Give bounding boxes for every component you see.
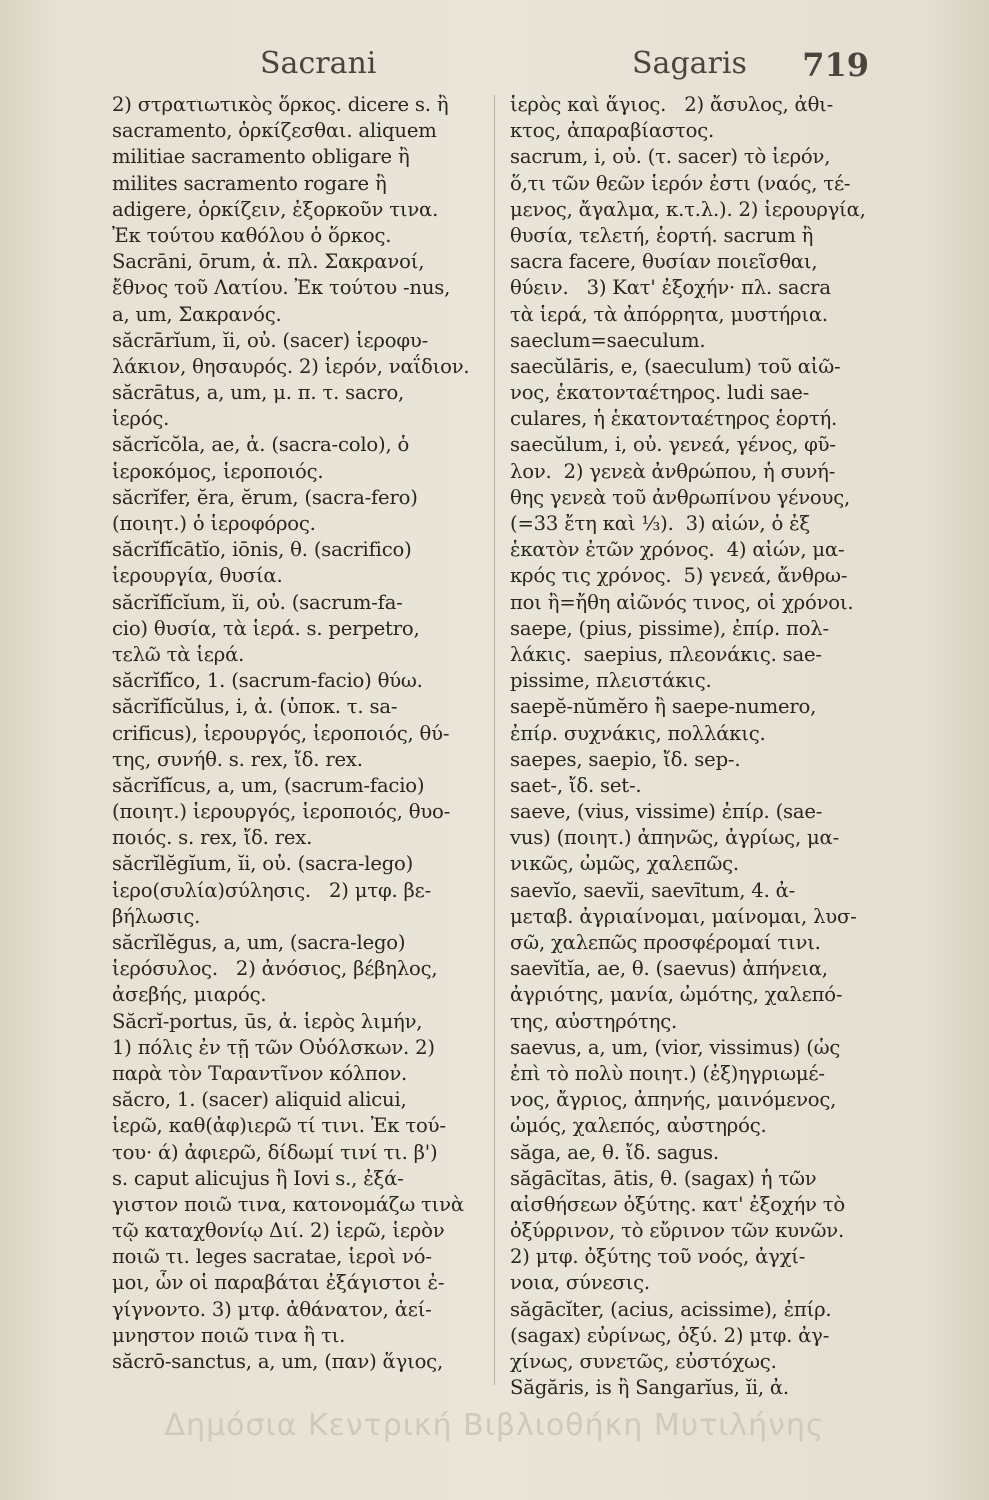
entry-line: Sacrāni, ōrum, ἀ. πλ. Σακρανοί, <box>112 250 425 274</box>
entry-line: κτος, ἀπαραβίαστος. <box>510 119 715 143</box>
entry-line: săcrĭcŏla, ae, ἀ. (sacra-colo), ὁ <box>112 433 410 457</box>
entry-line: s. caput alicujus ἢ Iovi s., ἐξά- <box>112 1166 404 1190</box>
entry-line: ὠμός, χαλεπός, αὐστηρός. <box>510 1114 767 1138</box>
entry-line: săcro, 1. (sacer) aliquid alicui, <box>112 1088 407 1112</box>
entry-line: sacrum, i, οὐ. (τ. sacer) τὸ ἱερόν, <box>510 145 831 169</box>
entry-line: săga, ae, θ. ἴδ. sagus. <box>510 1140 719 1164</box>
entry-line: milites sacramento rogare ἢ <box>112 171 387 195</box>
entry-line: ποιός. s. rex, ἴδ. rex. <box>112 826 313 850</box>
entry-line: Săcrĭ-portus, ūs, ἀ. ἱερὸς λιμήν, <box>112 1009 423 1033</box>
entry-line: vus) (ποιητ.) ἀπηνῶς, ἀγρίως, μα- <box>510 826 840 850</box>
entry-line: ἱερουργία, θυσία. <box>112 564 283 588</box>
entry-line: της, συνήθ. s. rex, ἴδ. rex. <box>112 747 363 771</box>
entry-line: săcrĭlĕgĭum, ĭi, οὐ. (sacra-lego) <box>112 852 414 876</box>
entry-line: crificus), ἱερουργός, ἱεροποιός, θύ- <box>112 721 450 745</box>
entry-line: βήλωσις. <box>112 904 201 928</box>
entry-line: μεταβ. ἀγριαίνομαι, μαίνομαι, λυσ- <box>510 904 857 928</box>
left-column <box>112 92 487 1375</box>
entry-line: a, um, Σακρανός. <box>112 302 282 326</box>
entry-line: τελῶ τὰ ἱερά. <box>112 642 245 666</box>
entry-line: saevus, a, um, (vior, vissimus) (ὡς <box>510 1035 841 1059</box>
entry-line: săcrĭfĭco, 1. (sacrum-facio) θύω. <box>112 669 423 693</box>
entry-line: ἱερο(συλία)σύλησις. 2) μτφ. βε- <box>112 878 432 902</box>
entry-line: săgācĭtas, ātis, θ. (sagax) ἡ τῶν <box>510 1166 817 1190</box>
entry-line: λάκιον, θησαυρός. 2) ἱερόν, ναΐδιον. <box>112 354 470 378</box>
entry-line: νοια, σύνεσις. <box>510 1271 650 1295</box>
entry-line: săcrō-sanctus, a, um, (παν) ἅγιος, <box>112 1350 443 1373</box>
entry-line: săcrĭfer, ĕra, ĕrum, (sacra-fero) <box>112 485 418 509</box>
entry-line: ἀσεβής, μιαρός. <box>112 983 267 1007</box>
entry-line: săcrĭlĕgus, a, um, (sacra-lego) <box>112 931 406 954</box>
entry-line: ποιῶ τι. leges sacratae, ἱεροὶ νό- <box>112 1245 432 1269</box>
entry-line: μενος, ἄγαλμα, κ.τ.λ.). 2) ἱερουργία, <box>510 197 866 221</box>
entry-line: του· ά) ἀφιερῶ, δίδωμί τινί τι. β') <box>112 1140 438 1164</box>
entry-line: militiae sacramento obligare ἢ <box>112 145 410 169</box>
entry-line: săcrārĭum, ĭi, οὐ. (sacer) ἱεροφυ- <box>112 328 428 352</box>
entry-line: γιστον ποιῶ τινα, κατονομάζω τινὰ <box>112 1192 464 1216</box>
entry-line: sacra facere, θυσίαν ποιεῖσθαι, <box>510 250 818 274</box>
entry-line: (=33 ἔτη καὶ ⅓). 3) αἰών, ὁ ἐξ <box>510 512 810 535</box>
entry-line: săcrĭfĭcĭum, ĭi, οὐ. (sacrum-fa- <box>112 590 403 614</box>
entry-line: ἱερὸς καὶ ἅγιος. 2) ἄσυλος, ἀθι- <box>510 93 834 116</box>
entry-line: saevĭtĭa, ae, θ. (saevus) ἀπήνεια, <box>510 957 828 981</box>
entry-line: παρὰ τὸν Ταραντῖνον κόλπον. <box>112 1061 408 1085</box>
entry-line: τῷ καταχθονίῳ Διί. 2) ἱερῶ, ἱερὸν <box>112 1219 445 1243</box>
entry-line: (ποιητ.) ὁ ἱεροφόρος. <box>112 512 316 535</box>
entry-line: adigere, ὁρκίζειν, ἐξορκοῦν τινα. <box>112 197 439 221</box>
entry-line: λον. 2) γενεὰ ἀνθρώπου, ἡ συνή- <box>510 459 836 483</box>
entry-line: χίνως, συνετῶς, εὐστόχως. <box>510 1350 777 1373</box>
entry-line: κρός τις χρόνος. 5) γενεά, ἄνθρω- <box>510 564 848 588</box>
entry-line: μοι, ὧν οἱ παραβάται ἐξάγιστοι ἐ- <box>112 1271 445 1295</box>
entry-line: 2) μτφ. ὀξύτης τοῦ νοός, ἀγχί- <box>510 1245 806 1269</box>
entry-line: saecŭlum, i, οὐ. γενεά, γένος, φῦ- <box>510 433 836 457</box>
entry-line: ἔθνος τοῦ Λατίου. Ἐκ τούτου -nus, <box>112 276 451 300</box>
entry-line: saet-, ἴδ. set-. <box>510 773 642 797</box>
entry-line: saepe, (pius, pissime), ἐπίρ. πολ- <box>510 616 829 640</box>
entry-line: ὀξύρρινον, τὸ εὔρινον τῶν κυνῶν. <box>510 1219 845 1243</box>
entry-line: ἑκατὸν ἐτῶν χρόνος. 4) αἰών, μα- <box>510 538 845 562</box>
entry-line: pissime, πλειστάκις. <box>510 669 712 693</box>
column-divider <box>494 95 495 1385</box>
entry-line: θύειν. 3) Κατ' ἐξοχήν· πλ. sacra <box>510 276 831 300</box>
entry-line: θης γενεὰ τοῦ ἀνθρωπίνου γένους, <box>510 485 851 509</box>
entry-line: saevĭo, saevĭi, saevītum, 4. ἀ- <box>510 878 796 902</box>
entry-line: ἀγριότης, μανία, ὠμότης, χαλεπό- <box>510 983 843 1007</box>
entry-line: saecŭlāris, e, (saeculum) τοῦ αἰῶ- <box>510 354 841 378</box>
entry-line: Săgăris, is ἢ Sangarĭus, ĭi, ἀ. <box>510 1376 789 1400</box>
entry-line: γίγνοντο. 3) μτφ. ἀθάνατον, ἀεί- <box>112 1297 432 1321</box>
entry-line: νικῶς, ὠμῶς, χαλεπῶς. <box>510 852 739 876</box>
entry-line: săgācĭter, (acius, acissime), ἐπίρ. <box>510 1297 832 1321</box>
entry-line: τὰ ἱερά, τὰ ἀπόρρητα, μυστήρια. <box>510 302 828 326</box>
entry-line: saepĕ-nŭmĕro ἢ saepe-numero, <box>510 695 817 719</box>
entry-line: culares, ἡ ἑκατονταέτηρος ἑορτή. <box>510 407 838 431</box>
entry-line: saeve, (vius, vissime) ἐπίρ. (sae- <box>510 800 823 824</box>
entry-line: săcrātus, a, um, μ. π. τ. sacro, <box>112 381 405 405</box>
entry-line: σῶ, χαλεπῶς προσφέρομαί τινι. <box>510 931 821 954</box>
entry-line: săcrĭfĭcātĭo, iōnis, θ. (sacrifico) <box>112 538 412 562</box>
entry-line: θυσία, τελετή, ἑορτή. sacrum ἢ <box>510 223 814 247</box>
entry-line: αἰσθήσεων ὀξύτης. κατ' ἐξοχήν τὸ <box>510 1192 845 1216</box>
entry-line: Ἐκ τούτου καθόλου ὁ ὅρκος. <box>112 223 392 247</box>
entry-line: ἐπίρ. συχνάκις, πολλάκις. <box>510 721 766 745</box>
page-header <box>110 38 869 98</box>
entry-line: cio) θυσία, τὰ ἱερά. s. perpetro, <box>112 616 420 640</box>
entry-line: 2) στρατιωτικὸς ὅρκος. dicere s. ἢ <box>112 93 449 116</box>
page-number: 719 <box>802 46 869 84</box>
entry-line: (ποιητ.) ἱερουργός, ἱεροποιός, θυο- <box>112 800 451 824</box>
entry-line: saeclum=saeculum. <box>510 328 706 352</box>
entry-line: săcrĭfĭcŭlus, i, ἀ. (ὑποκ. τ. sa- <box>112 695 398 719</box>
entry-line: 1) πόλις ἐν τῇ τῶν Οὐόλσκων. 2) <box>112 1035 435 1059</box>
entry-line: νος, ἑκατονταέτηρος. ludi sae- <box>510 381 810 405</box>
entry-line: μνηστον ποιῶ τινα ἢ τι. <box>112 1323 346 1347</box>
entry-line: ὅ,τι τῶν θεῶν ἱερόν ἐστι (ναός, τέ- <box>510 171 851 195</box>
header-left-guideword: Sacrani <box>260 46 377 81</box>
entry-line: săcrĭfĭcus, a, um, (sacrum-facio) <box>112 773 425 797</box>
right-column <box>510 92 870 1401</box>
library-watermark: Δημόσια Κεντρική Βιβλιοθήκη Μυτιλήνης <box>164 1408 825 1443</box>
entry-line: ἐπὶ τὸ πολὺ ποιητ.) (ἐξ)ηγριωμέ- <box>510 1061 825 1085</box>
header-right-guideword: Sagaris <box>632 46 747 81</box>
entry-line: sacramento, ὁρκίζεσθαι. aliquem <box>112 119 437 143</box>
entry-line: ἱερός. <box>112 407 170 431</box>
entry-line: saepes, saepio, ἴδ. sep-. <box>510 747 741 771</box>
entry-line: ἱεροκόμος, ἱεροποιός. <box>112 459 324 483</box>
entry-line: (sagax) εὐρίνως, ὀξύ. 2) μτφ. ἀγ- <box>510 1323 830 1347</box>
entry-line: της, αὐστηρότης. <box>510 1009 678 1033</box>
entry-line: ποι ἢ=ἤθη αἰῶνός τινος, οἱ χρόνοι. <box>510 590 854 614</box>
entry-line: ἱερῶ, καθ(ἀφ)ιερῶ τί τινι. Ἐκ τού- <box>112 1114 446 1138</box>
entry-line: νος, ἄγριος, ἀπηνής, μαινόμενος, <box>510 1088 837 1112</box>
entry-line: λάκις. saepius, πλεονάκις. sae- <box>510 642 822 666</box>
entry-line: ἱερόσυλος. 2) ἀνόσιος, βέβηλος, <box>112 957 438 981</box>
